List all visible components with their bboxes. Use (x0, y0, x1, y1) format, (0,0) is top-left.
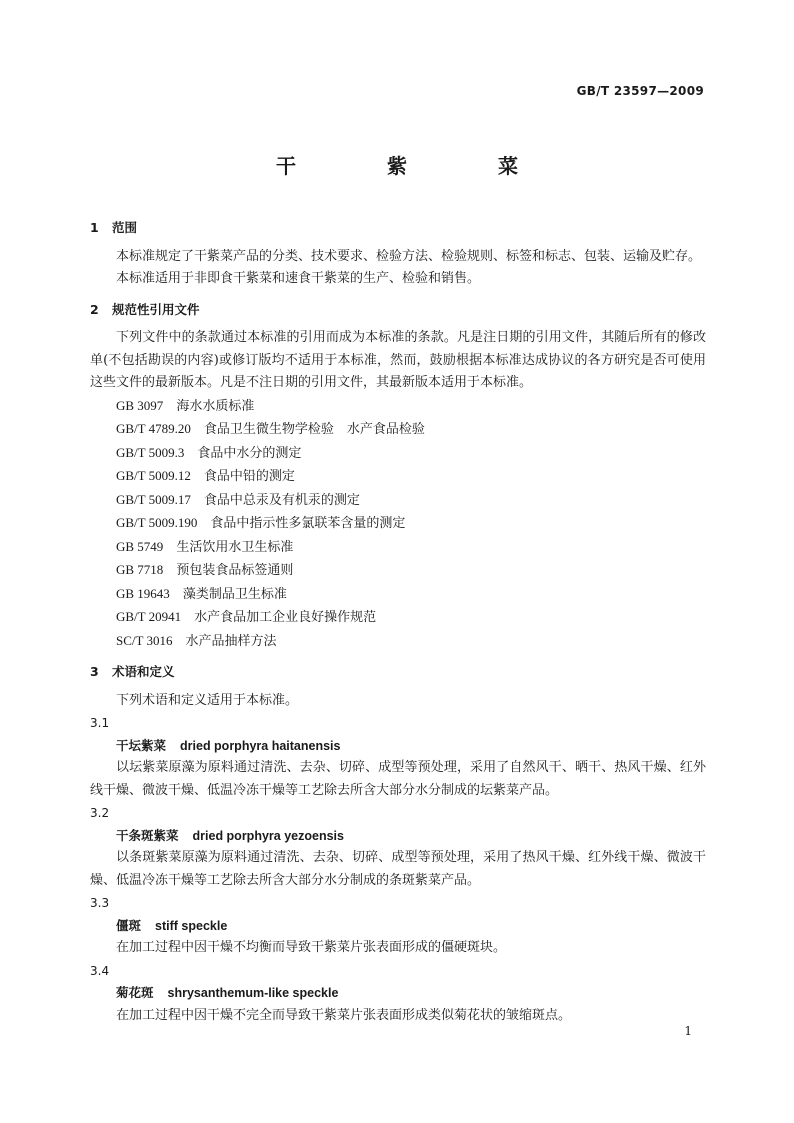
section-number: 2 (90, 301, 99, 317)
reference-code: GB/T 5009.12 (116, 468, 191, 483)
reference-item (90, 583, 706, 607)
reference-code: GB/T 20941 (116, 609, 182, 624)
term-definition: 以坛紫菜原藻为原料通过清洗、去杂、切碎、成型等预处理，采用了自然风干、晒干、热风干燥、红外线干燥、微波干燥、低温冷冻干燥等工艺除去所含大部分水分制成的坛紫菜产品。 (90, 760, 706, 798)
paragraph: 本标准规定了干紫菜产品的分类、技术要求、检验方法、检验规则、标签和标志、包装、运输及贮存。 (116, 248, 702, 264)
reference-title: 藻类制品卫生标准 (182, 586, 287, 602)
reference-code: GB 7718 (116, 562, 164, 577)
reference-title: 水产食品加工企业良好操作规范 (194, 610, 377, 625)
term-definition: 在加工过程中因干燥不均衡而导致干紫菜片张表面形成的僵硬斑块。 (116, 940, 507, 955)
document-title: 干 紫 菜 (276, 154, 560, 178)
section-heading-terms (90, 661, 706, 684)
section-heading-scope (90, 217, 706, 240)
reference-title: 生活饮用水卫生标准 (176, 539, 294, 555)
reference-list (90, 395, 706, 654)
reference-item (90, 465, 706, 489)
reference-code: GB 3097 (116, 397, 164, 413)
term-english: shrysanthemum-like speckle (167, 986, 339, 1000)
reference-title: 食品中总汞及有机汞的测定 (203, 492, 360, 508)
term-english: dried porphyra yezoensis (192, 828, 344, 843)
term-chinese: 菊花斑 (116, 985, 154, 1000)
reference-code: GB 19643 (116, 585, 170, 601)
page-number: 1 (684, 1024, 692, 1038)
reference-item (90, 418, 706, 442)
reference-item (90, 512, 706, 536)
term-english: stiff speckle (155, 918, 228, 933)
reference-item (90, 489, 706, 513)
term-heading (90, 915, 706, 938)
clause-number: 3.1 (90, 716, 110, 730)
term-list (90, 712, 706, 1027)
document-body (90, 214, 706, 1027)
term-english: dried porphyra haitanensis (180, 738, 341, 753)
reference-title: 食品中水分的测定 (197, 445, 302, 461)
reference-title: 海水水质标准 (176, 398, 255, 414)
reference-title: 食品中铅的测定 (203, 469, 295, 484)
section-title: 术语和定义 (112, 664, 175, 679)
clause-number: 3.3 (90, 896, 110, 910)
section-heading-normative-refs (90, 299, 706, 322)
reference-title: 食品卫生微生物学检验 水产食品检验 (203, 422, 425, 437)
term-chinese: 僵斑 (116, 917, 142, 933)
term-heading (90, 735, 706, 758)
standard-code: GB/T 23597—2009 (576, 84, 704, 98)
clause-number: 3.2 (90, 806, 110, 820)
term-chinese: 干条斑紫菜 (116, 827, 179, 843)
section-number: 1 (90, 220, 99, 235)
reference-item (90, 630, 706, 654)
reference-code: SC/T 3016 (116, 632, 173, 648)
term-definition: 在加工过程中因干燥不完全而导致干紫菜片张表面形成类似菊花状的皱缩斑点。 (116, 1007, 572, 1023)
term-heading (90, 982, 706, 1005)
reference-code: GB/T 5009.17 (116, 491, 191, 507)
term-chinese: 干坛紫菜 (116, 737, 167, 753)
paragraph: 本标准适用于非即食干紫菜和速食干紫菜的生产、检验和销售。 (116, 271, 481, 286)
reference-code: GB 5749 (116, 538, 164, 554)
reference-code: GB/T 5009.3 (116, 444, 185, 460)
reference-code: GB/T 5009.190 (116, 515, 198, 530)
reference-item (90, 559, 706, 583)
section-title: 规范性引用文件 (112, 301, 200, 317)
reference-title: 预包装食品标签通则 (176, 563, 294, 578)
reference-item (90, 395, 706, 419)
reference-title: 食品中指示性多氯联苯含量的测定 (210, 516, 406, 531)
reference-code: GB/T 4789.20 (116, 421, 191, 436)
reference-item (90, 442, 706, 466)
paragraph: 下列术语和定义适用于本标准。 (116, 692, 299, 708)
paragraph: 下列文件中的条款通过本标准的引用而成为本标准的条款。凡是注日期的引用文件，其随后所有的修改单(不包括勘误的内容)或修订版均不适用于本标准，然而，鼓励根据本标准达成协议的各方研究是否可使用这些文件的最新版本。凡是不注日期的引用文件，其最新版本适用于本标准。 (90, 330, 706, 390)
term-definition: 以条斑紫菜原藻为原料通过清洗、去杂、切碎、成型等预处理，采用了热风干燥、红外线干燥、微波干燥、低温冷冻干燥等工艺除去所含大部分水分制成的条斑紫菜产品。 (90, 850, 706, 888)
section-title: 范围 (112, 220, 138, 235)
reference-item (90, 606, 706, 630)
reference-item (90, 536, 706, 560)
term-heading (90, 825, 706, 848)
reference-title: 水产品抽样方法 (185, 633, 277, 649)
section-number: 3 (90, 664, 99, 679)
clause-number: 3.4 (90, 963, 110, 978)
